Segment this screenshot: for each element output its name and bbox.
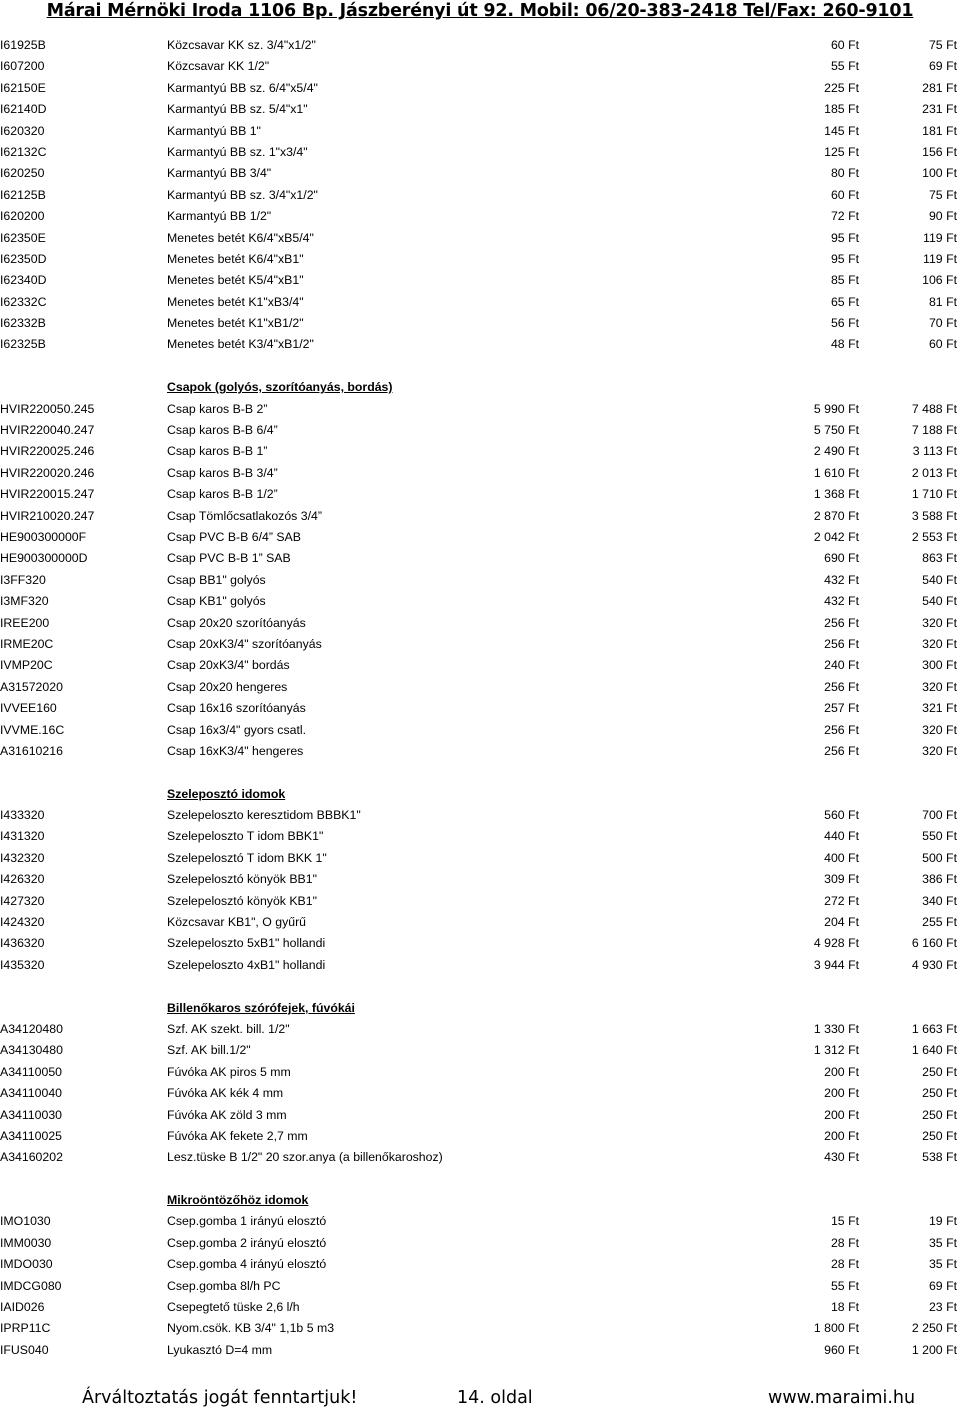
product-code: HVIR220015.247 bbox=[0, 487, 95, 502]
section-spacer bbox=[0, 976, 960, 997]
product-name: Karmantyú BB 3/4" bbox=[167, 166, 272, 181]
net-price: 28 Ft bbox=[830, 1235, 859, 1250]
net-price: 225 Ft bbox=[824, 80, 859, 95]
price-row bbox=[0, 270, 960, 291]
price-row bbox=[0, 142, 960, 163]
product-name: Szelepeloszto keresztidom BBBK1" bbox=[167, 808, 361, 823]
gross-price: 863 Ft bbox=[922, 551, 957, 566]
section-title: Billenőkaros szórófejek, fúvókái bbox=[167, 1000, 355, 1015]
net-price: 56 Ft bbox=[830, 316, 859, 331]
net-price: 5 750 Ft bbox=[813, 423, 859, 438]
gross-price: 250 Ft bbox=[922, 1128, 957, 1143]
product-name: Karmantyú BB 1/2" bbox=[167, 209, 272, 224]
net-price: 240 Ft bbox=[824, 658, 859, 673]
product-name: Közcsavar KB1", O gyűrű bbox=[167, 915, 307, 930]
price-row bbox=[0, 1276, 960, 1297]
price-row bbox=[0, 1297, 960, 1318]
product-name: Csep.gomba 4 irányú elosztó bbox=[167, 1257, 327, 1272]
price-row bbox=[0, 912, 960, 933]
gross-price: 250 Ft bbox=[922, 1064, 957, 1079]
product-code: HE900300000F bbox=[0, 529, 87, 544]
net-price: 80 Ft bbox=[830, 166, 859, 181]
gross-price: 2 013 Ft bbox=[911, 465, 957, 480]
product-code: I62140D bbox=[0, 102, 47, 117]
product-name: Fúvóka AK kék 4 mm bbox=[167, 1086, 284, 1101]
net-price: 690 Ft bbox=[824, 551, 859, 566]
product-code: I620250 bbox=[0, 166, 45, 181]
product-code: I620200 bbox=[0, 209, 45, 224]
net-price: 28 Ft bbox=[830, 1257, 859, 1272]
product-name: Fúvóka AK piros 5 mm bbox=[167, 1064, 291, 1079]
product-code: I62150E bbox=[0, 80, 46, 95]
price-row bbox=[0, 1019, 960, 1040]
product-name: Csep.gomba 1 irányú elosztó bbox=[167, 1214, 327, 1229]
product-code: I62125B bbox=[0, 187, 46, 202]
net-price: 200 Ft bbox=[824, 1086, 859, 1101]
gross-price: 81 Ft bbox=[928, 294, 957, 309]
price-row bbox=[0, 869, 960, 890]
gross-price: 386 Ft bbox=[922, 872, 957, 887]
product-name: Csap PVC B-B 1” SAB bbox=[167, 551, 291, 566]
net-price: 400 Ft bbox=[824, 850, 859, 865]
net-price: 256 Ft bbox=[824, 722, 859, 737]
product-code: I3FF320 bbox=[0, 572, 46, 587]
product-code: I424320 bbox=[0, 915, 45, 930]
product-name: Karmantyú BB sz. 6/4"x5/4" bbox=[167, 80, 318, 95]
product-name: Csap 20xK3/4" bordás bbox=[167, 658, 290, 673]
product-code: I620320 bbox=[0, 123, 45, 138]
product-code: A34120480 bbox=[0, 1021, 63, 1036]
product-code: IMM0030 bbox=[0, 1235, 52, 1250]
net-price: 1 800 Ft bbox=[813, 1321, 859, 1336]
price-row bbox=[0, 720, 960, 741]
price-row bbox=[0, 655, 960, 676]
product-name: Lesz.tüske B 1/2" 20 szor.anya (a billenőkaroshoz) bbox=[167, 1150, 443, 1165]
section-spacer bbox=[0, 762, 960, 783]
gross-price: 320 Ft bbox=[922, 722, 957, 737]
product-code: I426320 bbox=[0, 872, 45, 887]
net-price: 95 Ft bbox=[830, 251, 859, 266]
net-price: 48 Ft bbox=[830, 337, 859, 352]
net-price: 432 Ft bbox=[824, 572, 859, 587]
gross-price: 2 250 Ft bbox=[911, 1321, 957, 1336]
price-row bbox=[0, 121, 960, 142]
price-row bbox=[0, 420, 960, 441]
gross-price: 320 Ft bbox=[922, 636, 957, 651]
website-link[interactable]: www.maraimi.hu bbox=[768, 1388, 916, 1408]
price-row bbox=[0, 99, 960, 120]
gross-price: 1 640 Ft bbox=[911, 1043, 957, 1058]
gross-price: 540 Ft bbox=[922, 572, 957, 587]
gross-price: 250 Ft bbox=[922, 1107, 957, 1122]
net-price: 1 330 Ft bbox=[813, 1021, 859, 1036]
product-name: Lyukasztó D=4 mm bbox=[167, 1342, 273, 1357]
product-name: Csap karos B-B 2” bbox=[167, 401, 268, 416]
section-heading bbox=[0, 1190, 960, 1211]
product-code: I607200 bbox=[0, 59, 45, 74]
net-price: 432 Ft bbox=[824, 594, 859, 609]
gross-price: 119 Ft bbox=[923, 251, 957, 266]
gross-price: 320 Ft bbox=[922, 743, 957, 758]
price-row bbox=[0, 1233, 960, 1254]
price-row bbox=[0, 1318, 960, 1339]
product-name: Szelepeloszto T idom BBK1" bbox=[167, 829, 324, 844]
product-name: Nyom.csök. KB 3/4" 1,1b 5 m3 bbox=[167, 1321, 335, 1336]
product-name: Menetes betét K6/4"xB5/4" bbox=[167, 230, 314, 245]
net-price: 2 490 Ft bbox=[813, 444, 859, 459]
product-code: A34160202 bbox=[0, 1150, 63, 1165]
product-name: Csap karos B-B 1” bbox=[167, 444, 268, 459]
net-price: 2 042 Ft bbox=[813, 529, 859, 544]
product-code: IMDO030 bbox=[0, 1257, 53, 1272]
product-name: Szelepeloszto 5xB1" hollandi bbox=[167, 936, 326, 951]
section-title: Mikroöntözőhöz idomok bbox=[167, 1193, 309, 1208]
page-number: 14. oldal bbox=[457, 1388, 533, 1408]
product-code: I433320 bbox=[0, 808, 45, 823]
product-name: Menetes betét K1"xB3/4" bbox=[167, 294, 304, 309]
gross-price: 300 Ft bbox=[922, 658, 957, 673]
product-name: Fúvóka AK fekete 2,7 mm bbox=[167, 1128, 308, 1143]
product-name: Csap 20x20 hengeres bbox=[167, 679, 288, 694]
product-code: I61925B bbox=[0, 38, 46, 52]
product-code: A34130480 bbox=[0, 1043, 63, 1058]
gross-price: 90 Ft bbox=[928, 209, 957, 224]
product-name: Csap 20x20 szorítóanyás bbox=[167, 615, 306, 630]
gross-price: 1 200 Ft bbox=[911, 1342, 957, 1357]
product-code: HE900300000D bbox=[0, 551, 88, 566]
section-title: Szeleposztó idomok bbox=[167, 786, 286, 801]
product-code: A34110025 bbox=[0, 1128, 63, 1143]
product-name: Szelepeloszto 4xB1" hollandi bbox=[167, 957, 326, 972]
gross-price: 6 160 Ft bbox=[911, 936, 957, 951]
price-row bbox=[0, 334, 960, 355]
product-name: Menetes betét K5/4"xB1" bbox=[167, 273, 304, 288]
product-name: Menetes betét K6/4"xB1" bbox=[167, 251, 304, 266]
gross-price: 4 930 Ft bbox=[911, 957, 957, 972]
product-name: Karmantyú BB sz. 3/4"x1/2" bbox=[167, 187, 318, 202]
product-code: I3MF320 bbox=[0, 594, 49, 609]
product-code: HVIR220020.246 bbox=[0, 465, 95, 480]
price-row bbox=[0, 399, 960, 420]
product-name: Csap karos B-B 6/4” bbox=[167, 423, 278, 438]
product-code: IVVME.16C bbox=[0, 722, 65, 737]
gross-price: 119 Ft bbox=[923, 230, 957, 245]
net-price: 440 Ft bbox=[824, 829, 859, 844]
price-row bbox=[0, 1062, 960, 1083]
gross-price: 181 Ft bbox=[922, 123, 957, 138]
section-spacer bbox=[0, 356, 960, 377]
price-list bbox=[0, 35, 960, 1361]
gross-price: 75 Ft bbox=[928, 38, 957, 52]
section-heading bbox=[0, 998, 960, 1019]
gross-price: 321 Ft bbox=[922, 701, 957, 716]
price-row bbox=[0, 292, 960, 313]
product-code: HVIR220040.247 bbox=[0, 423, 95, 438]
product-code: IPRP11C bbox=[0, 1321, 51, 1336]
product-code: I62350D bbox=[0, 251, 47, 266]
product-name: Csap Tömlőcsatlakozós 3/4” bbox=[167, 508, 322, 523]
net-price: 430 Ft bbox=[824, 1150, 859, 1165]
gross-price: 550 Ft bbox=[922, 829, 957, 844]
product-name: Közcsavar KK sz. 3/4"x1/2" bbox=[167, 38, 316, 52]
product-code: IRME20C bbox=[0, 636, 54, 651]
product-code: IMDCG080 bbox=[0, 1278, 62, 1293]
price-row bbox=[0, 613, 960, 634]
price-row bbox=[0, 891, 960, 912]
product-name: Szelepelosztó könyök BB1" bbox=[167, 872, 317, 887]
product-name: Szelepelosztó könyök KB1" bbox=[167, 893, 317, 908]
net-price: 1 610 Ft bbox=[813, 465, 859, 480]
product-name: Csap 16x3/4" gyors csatl. bbox=[167, 722, 307, 737]
product-name: Menetes betét K3/4"xB1/2" bbox=[167, 337, 314, 352]
price-row bbox=[0, 206, 960, 227]
product-code: HVIR220050.245 bbox=[0, 401, 95, 416]
product-name: Csap 16x16 szorítóanyás bbox=[167, 701, 306, 716]
net-price: 85 Ft bbox=[830, 273, 859, 288]
gross-price: 100 Ft bbox=[922, 166, 957, 181]
product-code: IFUS040 bbox=[0, 1342, 49, 1357]
product-name: Közcsavar KK 1/2" bbox=[167, 59, 270, 74]
product-code: A31610216 bbox=[0, 743, 63, 758]
product-code: I62325B bbox=[0, 337, 46, 352]
product-code: HVIR220025.246 bbox=[0, 444, 95, 459]
section-title: Csapok (golyós, szorítóanyás, bordás) bbox=[167, 380, 393, 395]
gross-price: 35 Ft bbox=[928, 1235, 957, 1250]
price-row bbox=[0, 163, 960, 184]
net-price: 95 Ft bbox=[830, 230, 859, 245]
gross-price: 1 710 Ft bbox=[911, 487, 957, 502]
product-name: Csap 20xK3/4" szorítóanyás bbox=[167, 636, 322, 651]
price-row bbox=[0, 933, 960, 954]
price-row bbox=[0, 1040, 960, 1061]
gross-price: 700 Ft bbox=[922, 808, 957, 823]
gross-price: 75 Ft bbox=[928, 187, 957, 202]
product-code: I432320 bbox=[0, 850, 45, 865]
net-price: 65 Ft bbox=[830, 294, 859, 309]
product-code: I62350E bbox=[0, 230, 46, 245]
price-row bbox=[0, 1254, 960, 1275]
price-row bbox=[0, 1211, 960, 1232]
product-name: Csap KB1" golyós bbox=[167, 594, 266, 609]
gross-price: 340 Ft bbox=[922, 893, 957, 908]
price-row bbox=[0, 441, 960, 462]
product-code: I62340D bbox=[0, 273, 47, 288]
price-row bbox=[0, 185, 960, 206]
net-price: 256 Ft bbox=[824, 636, 859, 651]
gross-price: 231 Ft bbox=[922, 102, 957, 117]
gross-price: 7 488 Ft bbox=[911, 401, 957, 416]
product-code: I427320 bbox=[0, 893, 45, 908]
product-name: Menetes betét K1"xB1/2" bbox=[167, 316, 304, 331]
net-price: 4 928 Ft bbox=[813, 936, 859, 951]
net-price: 185 Ft bbox=[824, 102, 859, 117]
product-name: Szf. AK bill.1/2" bbox=[167, 1043, 251, 1058]
gross-price: 281 Ft bbox=[922, 80, 957, 95]
section-heading bbox=[0, 377, 960, 398]
section-heading bbox=[0, 784, 960, 805]
gross-price: 69 Ft bbox=[928, 59, 957, 74]
gross-price: 7 188 Ft bbox=[911, 423, 957, 438]
net-price: 145 Ft bbox=[824, 123, 859, 138]
net-price: 18 Ft bbox=[830, 1300, 859, 1315]
product-code: A34110030 bbox=[0, 1107, 63, 1122]
price-row bbox=[0, 1083, 960, 1104]
net-price: 1 312 Ft bbox=[813, 1043, 859, 1058]
net-price: 960 Ft bbox=[824, 1342, 859, 1357]
product-code: I435320 bbox=[0, 957, 45, 972]
net-price: 256 Ft bbox=[824, 615, 859, 630]
price-row bbox=[0, 228, 960, 249]
page-header: Márai Mérnöki Iroda 1106 Bp. Jászberényi út 92. Mobil: 06/20-383-2418 Tel/Fax: 260-9101 bbox=[46, 1, 914, 21]
product-code: IAID026 bbox=[0, 1300, 45, 1315]
price-row bbox=[0, 527, 960, 548]
net-price: 60 Ft bbox=[830, 38, 859, 52]
price-row bbox=[0, 848, 960, 869]
gross-price: 70 Ft bbox=[928, 316, 957, 331]
gross-price: 500 Ft bbox=[922, 850, 957, 865]
net-price: 204 Ft bbox=[824, 915, 859, 930]
product-name: Csap PVC B-B 6/4” SAB bbox=[167, 529, 301, 544]
product-code: I436320 bbox=[0, 936, 45, 951]
price-row bbox=[0, 826, 960, 847]
gross-price: 3 588 Ft bbox=[911, 508, 957, 523]
gross-price: 320 Ft bbox=[922, 615, 957, 630]
product-name: Csep.gomba 8l/h PC bbox=[167, 1278, 281, 1293]
net-price: 125 Ft bbox=[824, 144, 859, 159]
product-name: Csap karos B-B 1/2” bbox=[167, 487, 278, 502]
gross-price: 3 113 Ft bbox=[912, 444, 957, 459]
gross-price: 35 Ft bbox=[928, 1257, 957, 1272]
net-price: 256 Ft bbox=[824, 743, 859, 758]
product-name: Karmantyú BB sz. 5/4"x1" bbox=[167, 102, 308, 117]
net-price: 3 944 Ft bbox=[813, 957, 859, 972]
price-row bbox=[0, 1105, 960, 1126]
net-price: 1 368 Ft bbox=[813, 487, 859, 502]
price-row bbox=[0, 548, 960, 569]
net-price: 200 Ft bbox=[824, 1064, 859, 1079]
gross-price: 156 Ft bbox=[922, 144, 957, 159]
gross-price: 320 Ft bbox=[922, 679, 957, 694]
net-price: 560 Ft bbox=[824, 808, 859, 823]
product-name: Csap karos B-B 3/4” bbox=[167, 465, 278, 480]
price-row bbox=[0, 955, 960, 976]
gross-price: 19 Ft bbox=[928, 1214, 957, 1229]
product-code: IVVEE160 bbox=[0, 701, 57, 716]
section-spacer bbox=[0, 1169, 960, 1190]
price-row bbox=[0, 1126, 960, 1147]
net-price: 55 Ft bbox=[830, 1278, 859, 1293]
price-row bbox=[0, 591, 960, 612]
product-name: Csep.gomba 2 irányú elosztó bbox=[167, 1235, 327, 1250]
net-price: 72 Ft bbox=[830, 209, 859, 224]
product-code: A34110040 bbox=[0, 1086, 63, 1101]
gross-price: 540 Ft bbox=[922, 594, 957, 609]
price-row bbox=[0, 805, 960, 826]
price-row bbox=[0, 506, 960, 527]
price-change-notice: Árváltoztatás jogát fenntartjuk! bbox=[82, 1388, 358, 1408]
product-code: I431320 bbox=[0, 829, 45, 844]
price-row bbox=[0, 1340, 960, 1361]
price-row bbox=[0, 484, 960, 505]
net-price: 15 Ft bbox=[830, 1214, 859, 1229]
net-price: 257 Ft bbox=[824, 701, 859, 716]
price-row bbox=[0, 1147, 960, 1168]
gross-price: 255 Ft bbox=[922, 915, 957, 930]
gross-price: 60 Ft bbox=[928, 337, 957, 352]
product-code: IVMP20C bbox=[0, 658, 53, 673]
net-price: 272 Ft bbox=[824, 893, 859, 908]
price-row bbox=[0, 677, 960, 698]
product-code: IREE200 bbox=[0, 615, 50, 630]
price-row bbox=[0, 463, 960, 484]
product-name: Szelepelosztó T idom BKK 1" bbox=[167, 850, 327, 865]
product-code: I62132C bbox=[0, 144, 47, 159]
product-code: I62332B bbox=[0, 316, 46, 331]
price-row bbox=[0, 249, 960, 270]
price-row bbox=[0, 634, 960, 655]
price-row bbox=[0, 698, 960, 719]
product-code: HVIR210020.247 bbox=[0, 508, 95, 523]
product-name: Karmantyú BB 1" bbox=[167, 123, 261, 138]
gross-price: 2 553 Ft bbox=[911, 529, 957, 544]
product-name: Karmantyú BB sz. 1"x3/4" bbox=[167, 144, 308, 159]
product-name: Csap BB1" golyós bbox=[167, 572, 266, 587]
price-row bbox=[0, 741, 960, 762]
gross-price: 23 Ft bbox=[928, 1300, 957, 1315]
net-price: 60 Ft bbox=[830, 187, 859, 202]
product-name: Csepegtető tüske 2,6 l/h bbox=[167, 1300, 300, 1315]
gross-price: 250 Ft bbox=[922, 1086, 957, 1101]
price-row bbox=[0, 78, 960, 99]
price-row bbox=[0, 56, 960, 77]
product-code: A31572020 bbox=[0, 679, 63, 694]
product-code: IMO1030 bbox=[0, 1214, 51, 1229]
net-price: 5 990 Ft bbox=[813, 401, 859, 416]
product-name: Csap 16xK3/4" hengeres bbox=[167, 743, 304, 758]
product-code: A34110050 bbox=[0, 1064, 63, 1079]
product-name: Fúvóka AK zöld 3 mm bbox=[167, 1107, 287, 1122]
product-name: Szf. AK szekt. bill. 1/2" bbox=[167, 1021, 290, 1036]
price-row bbox=[0, 313, 960, 334]
net-price: 200 Ft bbox=[824, 1107, 859, 1122]
gross-price: 106 Ft bbox=[922, 273, 957, 288]
net-price: 256 Ft bbox=[824, 679, 859, 694]
net-price: 55 Ft bbox=[830, 59, 859, 74]
gross-price: 69 Ft bbox=[928, 1278, 957, 1293]
gross-price: 1 663 Ft bbox=[911, 1021, 957, 1036]
product-code: I62332C bbox=[0, 294, 47, 309]
page-footer bbox=[0, 1384, 960, 1412]
net-price: 2 870 Ft bbox=[813, 508, 859, 523]
net-price: 200 Ft bbox=[824, 1128, 859, 1143]
net-price: 309 Ft bbox=[824, 872, 859, 887]
price-row bbox=[0, 35, 960, 56]
gross-price: 538 Ft bbox=[922, 1150, 957, 1165]
price-row bbox=[0, 570, 960, 591]
